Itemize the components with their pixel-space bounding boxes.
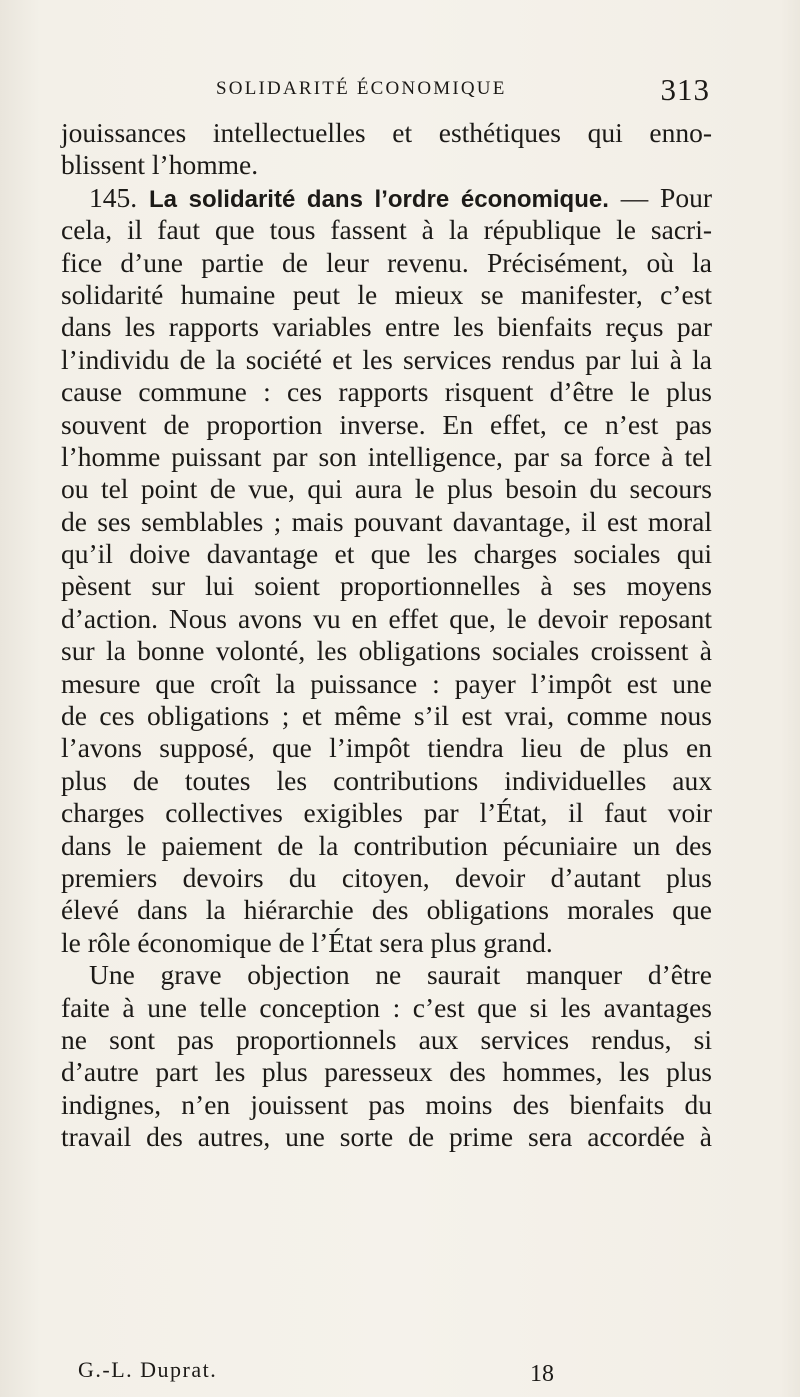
text-line: souvent de proportion inverse. En effet, ce n’est pas (61, 408, 712, 440)
text-line: l’homme puissant par son intelligence, par sa force à tel (61, 440, 712, 472)
section-heading-line (61, 182, 712, 214)
text-line: travail des autres, une sorte de prime sera accordée à (61, 1121, 712, 1153)
text-line: de ces obligations ; et même s’il est vrai, comme nous (61, 700, 712, 732)
text-line: pèsent sur lui soient proportionnelles à ses moyens (61, 570, 712, 602)
text-line: fice d’une partie de leur revenu. Précisément, où la (61, 246, 712, 278)
section-title: La solidarité dans l’ordre économique. (148, 185, 609, 213)
running-head: SOLIDARITÉ ÉCONOMIQUE (216, 78, 507, 99)
text-line: de ses semblables ; mais pouvant davantage, il est moral (61, 505, 712, 537)
text-line: l’avons supposé, que l’impôt tiendra lieu de plus en (61, 732, 712, 764)
text-line: le rôle économique de l’État sera plus grand. (61, 926, 553, 958)
text-line: ne sont pas proportionnels aux services rendus, si (61, 1023, 712, 1055)
text-line: Une grave objection ne saurait manquer d’être (89, 959, 712, 991)
text-line: d’autre part les plus paresseux des hommes, les plus (61, 1056, 712, 1088)
text-line: plus de toutes les contributions individuelles aux (61, 764, 712, 796)
body-text (61, 117, 712, 1154)
text-line: jouissances intellectuelles et esthétiques qui enno- (61, 117, 712, 148)
text-line: solidarité humaine peut le mieux se manifester, c’est (61, 278, 712, 310)
signature: G.-L. Duprat. (78, 1357, 218, 1382)
section-title-continuation: — Pour (608, 181, 713, 213)
text-line: ou tel point de vue, qui aura le plus besoin du secours (61, 473, 712, 505)
text-line: mesure que croît la puissance : payer l’impôt est une (61, 667, 712, 699)
signature-mark: 18 (530, 1361, 554, 1387)
section-number: 145. (89, 181, 138, 213)
text-line: élevé dans la hiérarchie des obligations morales que (61, 894, 712, 926)
text-line: charges collectives exigibles par l’État, il faut voir (61, 797, 712, 829)
text-line: qu’il doive davantage et que les charges sociales qui (61, 538, 712, 570)
page-footer (78, 1357, 718, 1391)
text-line: faite à une telle conception : c’est que si les avantages (61, 991, 712, 1023)
text-line: dans les rapports variables entre les bienfaits reçus par (61, 311, 712, 343)
text-line: sur la bonne volonté, les obligations sociales croissent à (61, 635, 712, 667)
page-header (216, 72, 710, 112)
page-number: 313 (660, 72, 710, 107)
text-line: dans le paiement de la contribution pécuniaire un des (61, 829, 712, 861)
text-line: blissent l’homme. (61, 149, 259, 181)
text-line: indignes, n’en jouissent pas moins des bienfaits du (61, 1088, 712, 1120)
text-line: l’individu de la société et les services rendus par lui à la (61, 343, 712, 375)
text-line: d’action. Nous avons vu en effet que, le devoir reposant (61, 602, 712, 634)
text-line: cela, il faut que tous fassent à la république le sacri- (61, 214, 712, 246)
text-line: cause commune : ces rapports risquent d’être le plus (61, 376, 712, 408)
text-line: premiers devoirs du citoyen, devoir d’autant plus (61, 861, 712, 893)
